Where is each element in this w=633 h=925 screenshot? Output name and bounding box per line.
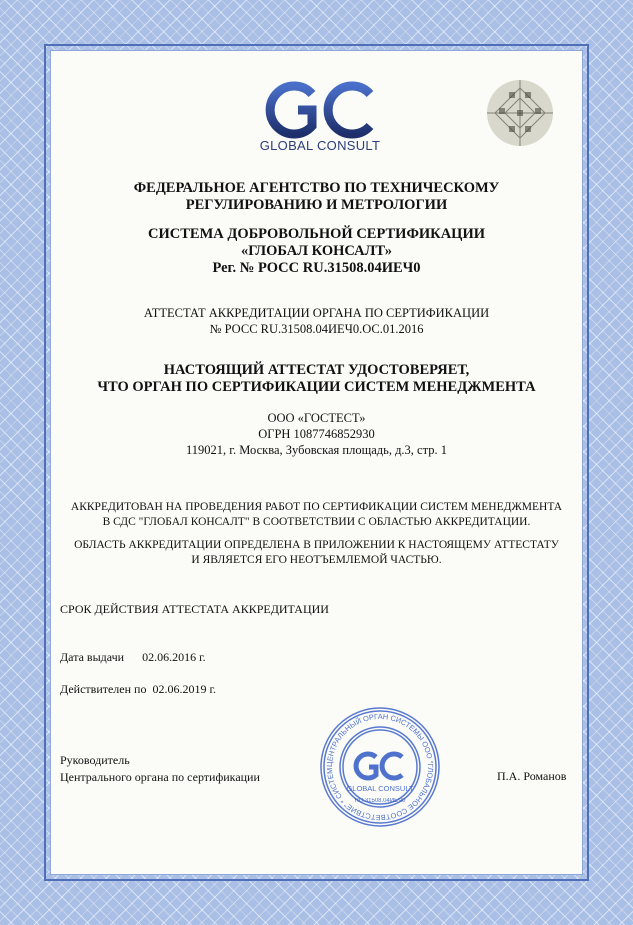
issue-date-label: Дата выдачи: [60, 650, 125, 664]
gc-logo-icon: [250, 80, 390, 140]
certifies-heading: [50, 362, 583, 396]
organization-ogrn: ОГРН 1087746852930: [258, 427, 375, 441]
system-reg-number: Рег. № РОСС RU.31508.04ИЕЧ0: [212, 260, 421, 276]
issue-date-row: [60, 650, 206, 665]
issue-date-value: 02.06.2016 г.: [142, 650, 206, 664]
signatory-title-line-1: Руководитель: [60, 753, 130, 767]
official-seal: [318, 705, 442, 829]
signatory-name: П.А. Романов: [497, 769, 567, 783]
seal-stamp-icon: [318, 705, 442, 829]
agency-line-1: ФЕДЕРАЛЬНОЕ АГЕНТСТВО ПО ТЕХНИЧЕСКОМУ: [133, 180, 500, 196]
valid-until-label: Действителен по: [60, 682, 147, 696]
scope-line-2: И ЯВЛЯЕТСЯ ЕГО НЕОТЪЕМЛЕМОЙ ЧАСТЬЮ.: [191, 554, 442, 566]
validity-title: СРОК ДЕЙСТВИЯ АТТЕСТАТА АККРЕДИТАЦИИ: [60, 602, 329, 616]
logo-brand-text: GLOBAL CONSULT: [259, 138, 381, 153]
certifies-line-1: НАСТОЯЩИЙ АТТЕСТАТ УДОСТОВЕРЯЕТ,: [163, 362, 470, 378]
global-consult-logo: [250, 80, 390, 160]
hologram-icon: [485, 78, 555, 148]
system-heading: [50, 226, 583, 277]
organization-address: 119021, г. Москва, Зубовская площадь, д.3, стр. 1: [186, 443, 447, 457]
system-line-2: «ГЛОБАЛ КОНСАЛТ»: [241, 243, 392, 259]
accredited-line-1: АККРЕДИТОВАН НА ПРОВЕДЕНИЯ РАБОТ ПО СЕРТИФИКАЦИИ СИСТЕМ МЕНЕДЖМЕНТА: [70, 501, 563, 513]
organization-block: [50, 410, 583, 458]
accredited-line-2: В СДС "ГЛОБАЛ КОНСАЛТ" В СООТВЕТСТВИИ С ОБЛАСТЬЮ АККРЕДИТАЦИИ.: [102, 516, 531, 528]
seal-ring-text: ЦЕНТРАЛЬНЫЙ ОРГАН СИСТЕМЫ ООО "ГЛОБАЛЬНОЕ СООТВЕТСТВИЕ" * СИСТЕМ: [324, 711, 436, 823]
certifies-line-2: ЧТО ОРГАН ПО СЕРТИФИКАЦИИ СИСТЕМ МЕНЕДЖМЕНТА: [97, 379, 536, 395]
attestat-number: № РОСС RU.31508.04ИЕЧ0.ОС.01.2016: [209, 322, 424, 336]
valid-until-value: 02.06.2019 г.: [152, 682, 217, 696]
seal-brand-text: GLOBAL CONSULT: [346, 784, 414, 793]
agency-heading: [50, 180, 583, 214]
system-line-1: СИСТЕМА ДОБРОВОЛЬНОЙ СЕРТИФИКАЦИИ: [148, 226, 485, 242]
scope-text: [50, 538, 583, 568]
organization-name: ООО «ГОСТЕСТ»: [267, 411, 366, 425]
valid-until-row: [60, 682, 216, 697]
accredited-text: [50, 500, 583, 530]
seal-reg-text: RU.31508.04ИЕЧ0: [354, 798, 406, 804]
signatory-title-line-2: Центрального органа по сертификации: [60, 770, 260, 784]
signatory-title: [60, 752, 260, 786]
attestat-heading: [50, 305, 583, 337]
hologram-sticker: [485, 78, 555, 148]
scope-line-1: ОБЛАСТЬ АККРЕДИТАЦИИ ОПРЕДЕЛЕНА В ПРИЛОЖЕНИИ К НАСТОЯЩЕМУ АТТЕСТАТУ: [74, 539, 559, 551]
agency-line-2: РЕГУЛИРОВАНИЮ И МЕТРОЛОГИИ: [185, 197, 448, 213]
attestat-line-1: АТТЕСТАТ АККРЕДИТАЦИИ ОРГАНА ПО СЕРТИФИКАЦИИ: [143, 306, 490, 320]
